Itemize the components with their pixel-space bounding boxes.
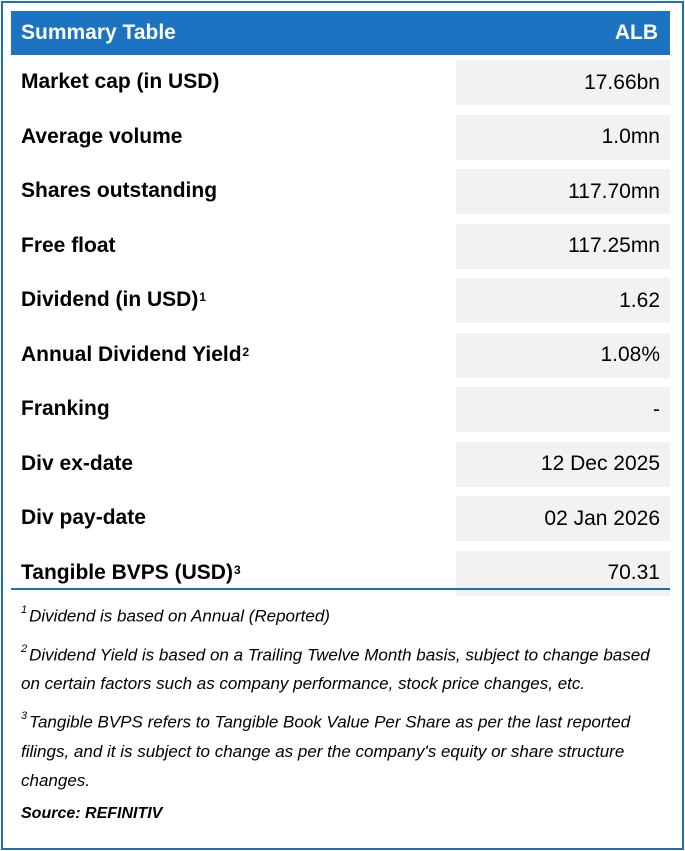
footnotes [21, 598, 661, 828]
footnote-number: 2 [21, 642, 28, 655]
summary-rows [11, 55, 670, 600]
table-row [11, 491, 670, 546]
table-divider [11, 588, 670, 590]
row-label: Average volume [21, 124, 183, 148]
footnote: $^2$ Dividend Yield is based on a Trailing Twelve Month basis, subject to change based on certain factors such as company performance, stock price changes, etc. [21, 642, 650, 694]
row-value: - [456, 387, 670, 432]
row-label: Franking [21, 397, 110, 421]
row-label: Tangible BVPS (USD) $^3$ [21, 560, 241, 584]
table-row [11, 546, 670, 601]
row-value: 12 Dec 2025 [456, 442, 670, 487]
row-value: 1.62 [456, 278, 670, 323]
footnote: $^1$ Dividend is based on Annual (Reported) [21, 604, 330, 626]
row-value: 117.70mn [456, 169, 670, 214]
table-row [11, 219, 670, 274]
footnote: $^3$ Tangible BVPS refers to Tangible Book Value Per Share as per the last reported filings, and it is subject to change as per the company's equity or share structure changes. [21, 710, 631, 790]
row-value: 1.08% [456, 333, 670, 378]
footnote-marker: 2 [242, 344, 250, 359]
row-value: 70.31 [456, 551, 670, 596]
row-label: Market cap (in USD) [21, 70, 220, 94]
footnote-marker: 1 [199, 290, 207, 305]
row-label: Free float [21, 233, 116, 257]
table-header [11, 11, 670, 55]
row-value: 02 Jan 2026 [456, 496, 670, 541]
table-row [11, 382, 670, 437]
source-note: Source: REFINITIV [21, 804, 163, 822]
table-row [11, 437, 670, 492]
table-row [11, 328, 670, 383]
footnote-number: 3 [21, 710, 28, 723]
table-title: Summary Table [21, 21, 176, 44]
row-value: 117.25mn [456, 224, 670, 269]
table-row [11, 55, 670, 110]
row-label: Div pay-date [21, 506, 146, 530]
ticker-label: ALB [614, 21, 658, 44]
footnote-number: 1 [21, 604, 28, 616]
row-label: Dividend (in USD) $^1$ [21, 288, 207, 312]
row-label: Annual Dividend Yield $^2$ [21, 342, 250, 366]
row-label: Div ex-date [21, 451, 134, 475]
row-label: Shares outstanding [21, 179, 218, 203]
row-value: 17.66bn [456, 60, 670, 105]
row-value: 1.0mn [456, 115, 670, 160]
footnote-marker: 3 [233, 562, 241, 577]
table-row [11, 273, 670, 328]
table-row [11, 110, 670, 165]
table-row [11, 164, 670, 219]
